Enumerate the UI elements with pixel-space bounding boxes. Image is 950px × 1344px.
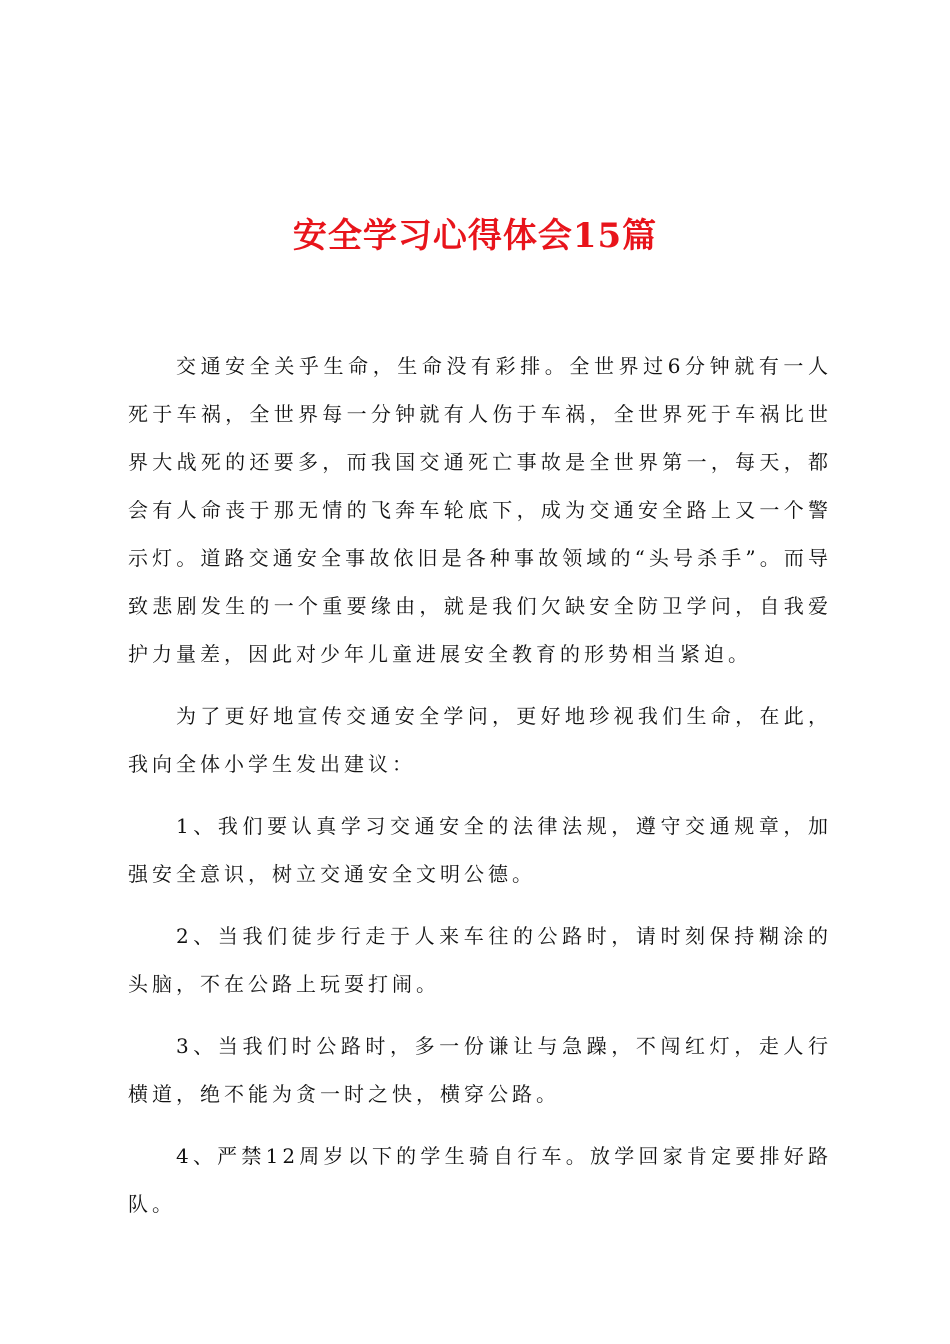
paragraph-item-3: 3、当我们时公路时，多一份谦让与急躁，不闯红灯，走人行横道，绝不能为贪一时之快，横穿公路。	[128, 1034, 832, 1106]
document-body	[128, 342, 832, 1242]
paragraph-item-4: 4、严禁12周岁以下的学生骑自行车。放学回家肯定要排好路队。	[128, 1144, 832, 1216]
paragraph-intro: 交通安全关乎生命，生命没有彩排。全世界过6分钟就有一人死于车祸，全世界每一分钟就有人伤于车祸，全世界死于车祸比世界大战死的还要多，而我国交通死亡事故是全世界第一，每天，都会有人命丧于那无情的飞奔车轮底下，成为交通安全路上又一个警示灯。道路交通安全事故依旧是各种事故领域的“头号杀手”。而导致悲剧发生的一个重要缘由，就是我们欠缺安全防卫学问，自我爱护力量差，因此对少年儿童进展安全教育的形势相当紧迫。	[128, 354, 832, 666]
document-title: 安全学习心得体会15篇	[292, 216, 658, 256]
paragraph-item-2: 2、当我们徒步行走于人来车往的公路时，请时刻保持糊涂的头脑，不在公路上玩耍打闹。	[128, 924, 832, 996]
paragraph-proposal: 为了更好地宣传交通安全学问，更好地珍视我们生命，在此，我向全体小学生发出建议：	[128, 704, 832, 776]
paragraph-item-1: 1、我们要认真学习交通安全的法律法规，遵守交通规章，加强安全意识，树立交通安全文明公德。	[128, 814, 832, 886]
